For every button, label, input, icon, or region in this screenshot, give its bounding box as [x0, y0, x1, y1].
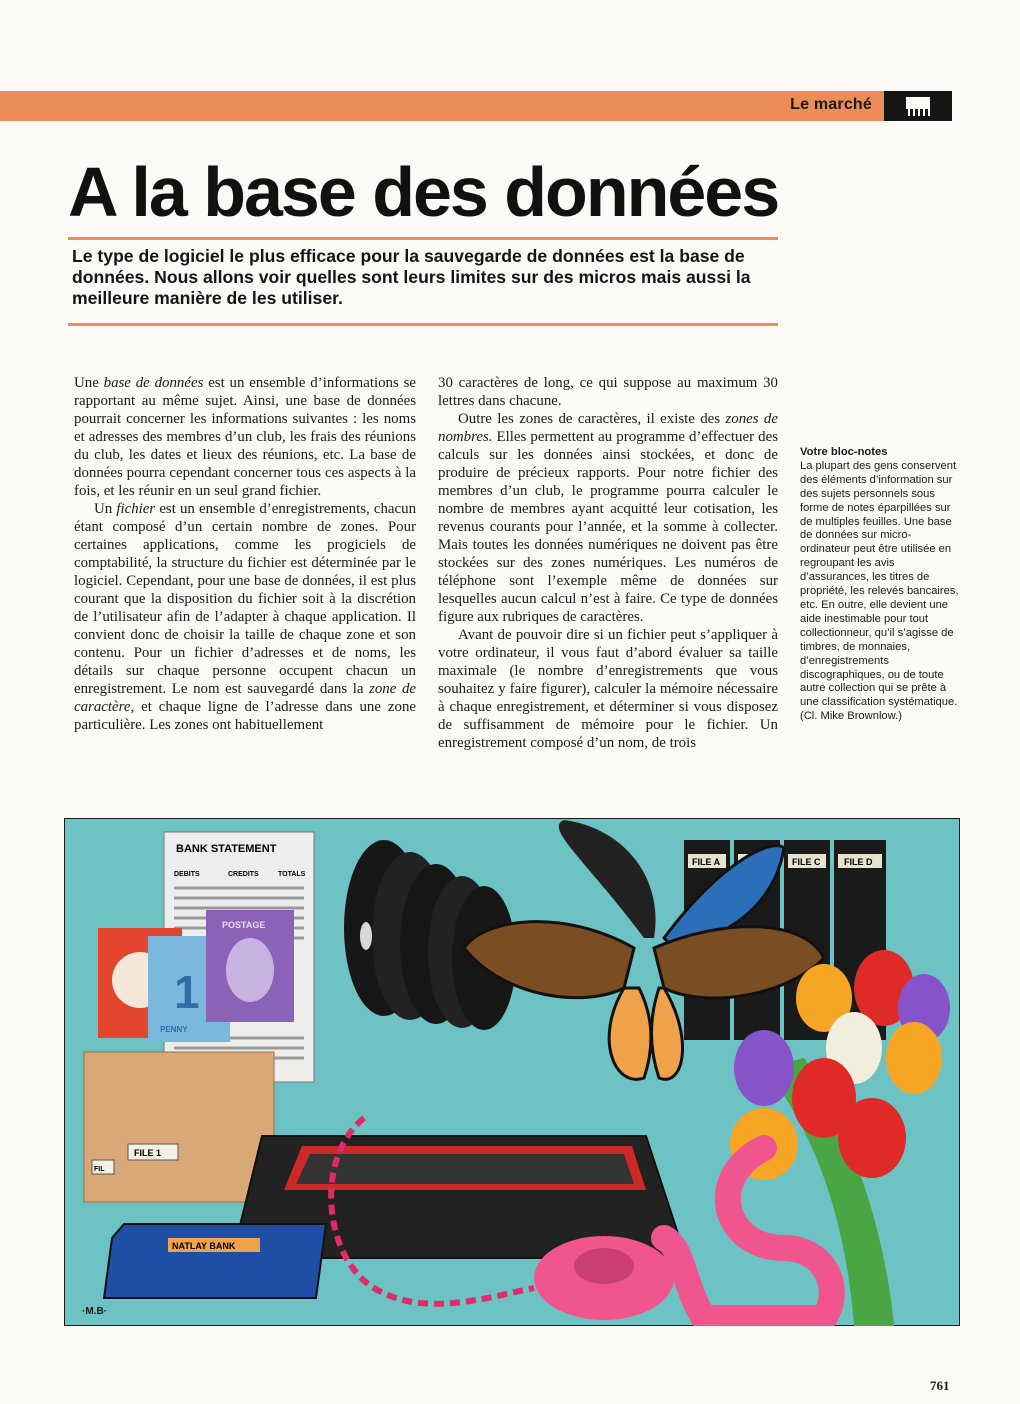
emphasis: zone de caractère, [74, 681, 416, 715]
emphasis: base de données [103, 375, 204, 391]
lead-bottom-rule [68, 323, 778, 326]
page-title: A la base des données [68, 153, 779, 231]
sidebar-title: Votre bloc-notes [800, 446, 888, 458]
emphasis: zones de nombres. [438, 411, 778, 445]
paragraph [74, 374, 416, 500]
lead-top-rule [68, 237, 778, 240]
envelope-label: FILE 1 [134, 1148, 162, 1158]
section-label: Le marché [790, 96, 872, 113]
chip-icon [884, 91, 952, 121]
artist-signature: ·M.B· [82, 1306, 107, 1317]
article-column-1 [74, 374, 416, 734]
sidebar-body: La plupart des gens conservent des éléments d’information sur des sujets personnels sous forme de notes éparpillées sur de multiples feuilles. Une base de données sur micro-ordinateur peut être utilisée en regroupant les avis d’assurances, les titres de propriété, les relevés bancaires, etc. En outre, elle devient une aide inestimable pour tout collectionneur, qu’il s’agisse de timbres, de monnaies, d’enregistrements discographiques, ou de toute autre collection qui se prête à une classification systématique. [800, 459, 959, 709]
text-run: Elles permettent au programme d’effectuer des calculs sur les données ainsi stockées, et donc de produire de précieux rapports. Pour notre fichier des membres d’un club, le programme pourra calculer le nombre de membres ayant acquitté leur cotisation, les revenus courants pour l’année, et la somme à collecter. Mais toutes les données numériques ne doivent pas être stockées sur des zones numériques. Les numéros de téléphone sont l’exemple même de données sur lesquelles aucun calcul n’est à faire. Ce type de données figure aux rubriques de caractères. [438, 429, 778, 625]
stamp-postage: POSTAGE [222, 920, 266, 930]
statement-title: BANK STATEMENT [176, 843, 277, 855]
passbook [104, 1224, 326, 1298]
binder-label: FILE A [692, 857, 721, 867]
paragraph [74, 500, 416, 734]
statement-col: CREDITS [228, 871, 259, 878]
statement-col: DEBITS [174, 871, 200, 878]
lead-paragraph: Le type de logiciel le plus efficace pour la sauvegarde de données est la base de données. Nous allons voir quelles sont leurs limites sur des micros mais aussi la meilleure manière de les utiliser. [72, 246, 751, 308]
emphasis: fichier [116, 501, 156, 517]
envelope-label-small: FIL [94, 1166, 105, 1173]
text-run: 30 caractères de long, ce qui suppose au maximum 30 lettres dans chacune. [438, 375, 778, 409]
statement-col: TOTALS [278, 871, 306, 878]
text-run: Un [94, 501, 117, 517]
stamp-penny: PENNY [160, 1025, 188, 1034]
paragraph [438, 374, 778, 410]
envelope [84, 1052, 274, 1202]
text-run: Avant de pouvoir dire si un fichier peut s’appliquer à votre ordinateur, il vous faut d’abord évaluer sa taille maximale (le nombre d’enregistrements que vous souhaitez y faire figurer), calculer la mémoire nécessaire à chaque enregistrement, et déterminer si vous disposez de suffisamment de mémoire pour le fichier. Un enregistrement composé d’un nom, de trois [438, 627, 778, 751]
text-run: et chaque ligne de l’adresse dans une zone particulière. Les zones ont habituellement [74, 699, 416, 733]
article-column-2 [438, 374, 778, 752]
binder-label: FILE D [844, 857, 873, 867]
illustration [64, 818, 960, 1326]
text-run: est un ensemble d’enregistrements, chacun étant composé d’un certain nombre de zones. Pour certaines applications, comme les progiciels de comptabilité, la structure du fichier est déterminée par le logiciel. Cependant, pour une base de données, il est plus courant que la disposition du fichier soit à la discrétion de l’utilisateur afin de l’adapter à chaque application. Il convient donc de choisir la taille de chaque zone et son contenu. Pour un fichier d’adresses et de noms, les détails sur chaque personne occupent chacun un enregistrement. Le nom est sauvegardé dans la [74, 501, 417, 697]
photo-credit: (Cl. Mike Brownlow.) [800, 710, 902, 723]
binder-label: FILE C [792, 857, 821, 867]
paragraph [438, 410, 778, 626]
stamp-numeral: 1 [174, 966, 200, 1018]
page-number: 761 [930, 1378, 950, 1393]
text-run: Outre les zones de caractères, il existe des [458, 411, 726, 427]
text-run: Une [74, 375, 104, 391]
text-run: est un ensemble d’informations se rapportant au même sujet. Ainsi, une base de données pourrait concerner les informations suivantes : les noms et adresses des membres d’un club, les frais des réunions du club, les dates et lieux des réunions, etc. La base de données pourra cependant concerner tous ces aspects à la fois, et les réunir en un seul grand fichier. [74, 375, 417, 499]
paragraph [438, 626, 778, 752]
sidebar-notes [800, 446, 960, 724]
passbook-label: NATLAY BANK [172, 1241, 236, 1251]
